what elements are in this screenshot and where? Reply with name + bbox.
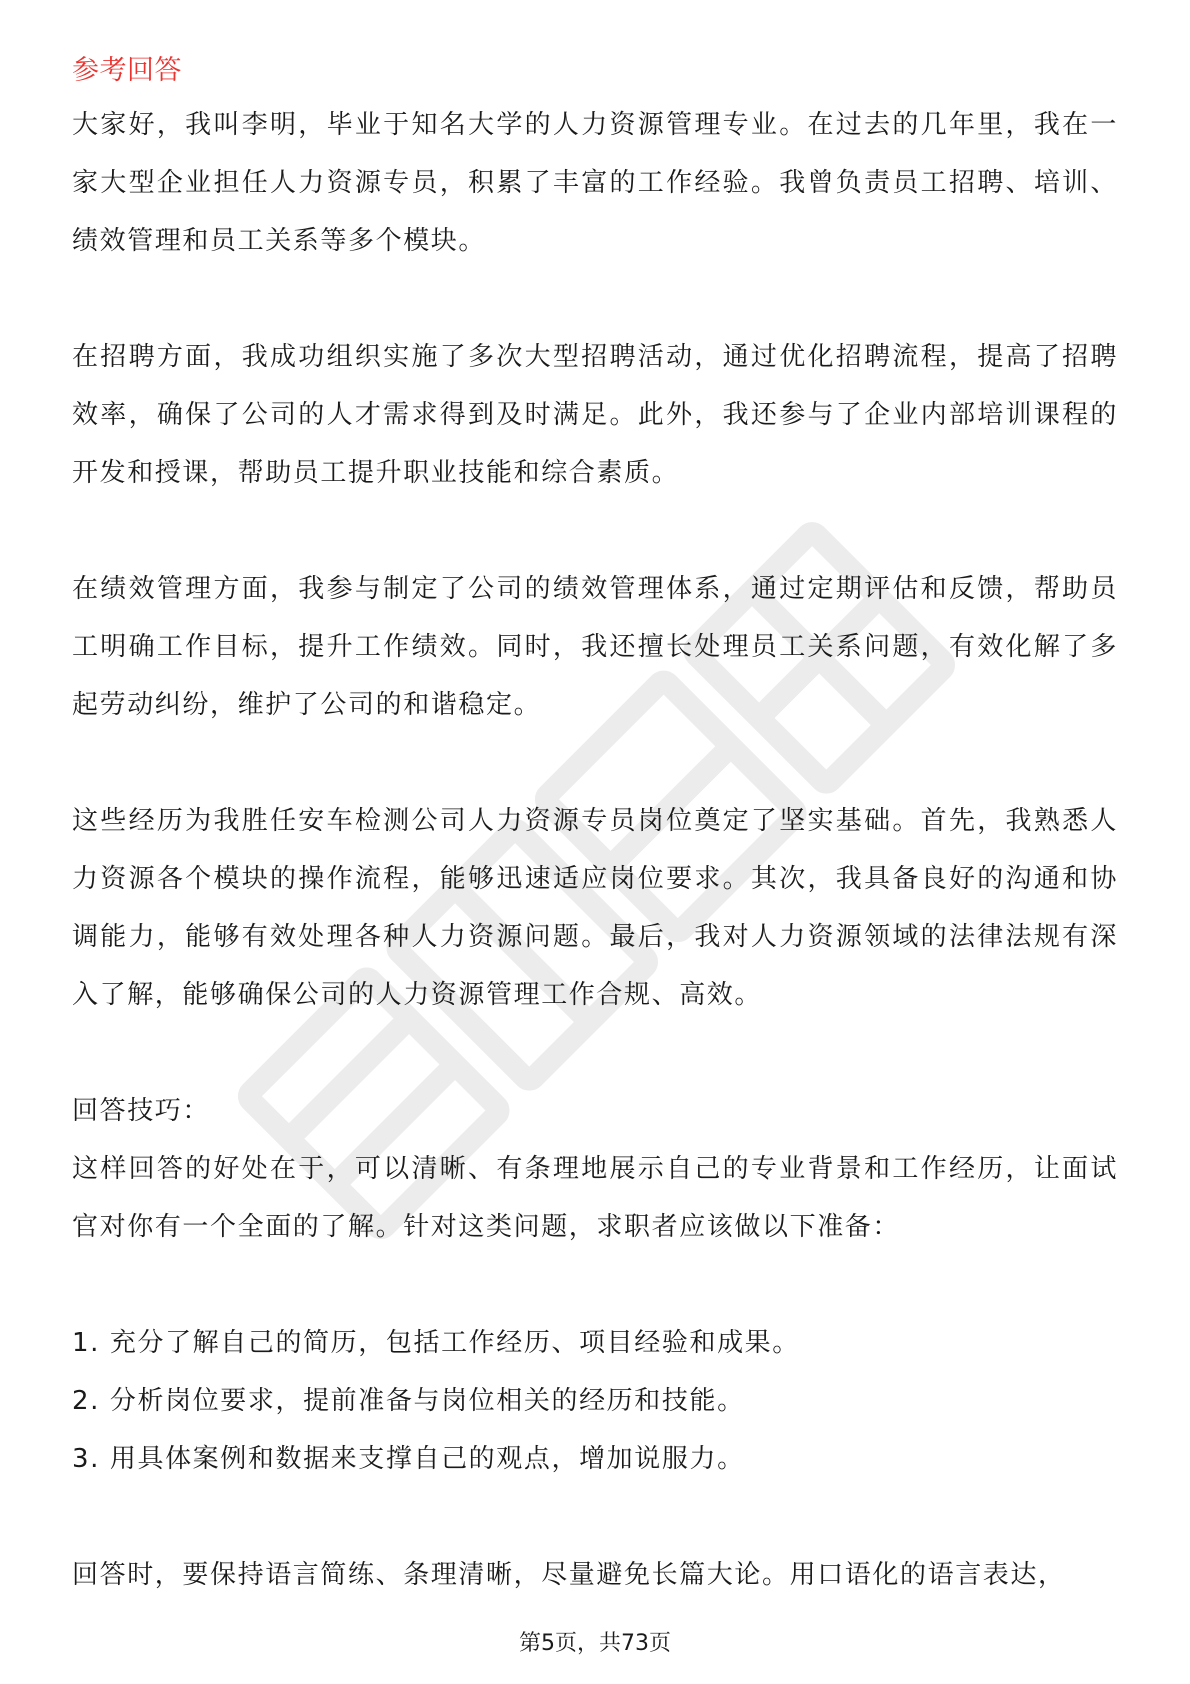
main-content bbox=[72, 46, 1118, 1604]
spacer bbox=[72, 1256, 1118, 1314]
spacer bbox=[72, 270, 1118, 328]
tips-list-item-1: 1. 充分了解自己的简历，包括工作经历、项目经验和成果。 bbox=[72, 1328, 800, 1358]
answer-paragraph-1: 大家好，我叫李明，毕业于知名大学的人力资源管理专业。在过去的几年里，我在一家大型企业担任人力资源专员，积累了丰富的工作经验。我曾负责员工招聘、培训、绩效管理和员工关系等多个模块。 bbox=[72, 110, 1118, 256]
tips-closing: 回答时，要保持语言简练、条理清晰，尽量避免长篇大论。用口语化的语言表达， bbox=[72, 1560, 1066, 1590]
section-title: 参考回答 bbox=[72, 55, 182, 86]
spacer bbox=[72, 502, 1118, 560]
spacer bbox=[72, 1024, 1118, 1082]
answer-paragraph-4: 这些经历为我胜任安车检测公司人力资源专员岗位奠定了坚实基础。首先，我熟悉人力资源各个模块的操作流程，能够迅速适应岗位要求。其次，我具备良好的沟通和协调能力，能够有效处理各种人力资源问题。最后，我对人力资源领域的法律法规有深入了解，能够确保公司的人力资源管理工作合规、高效。 bbox=[72, 806, 1118, 1010]
spacer bbox=[72, 734, 1118, 792]
tips-intro: 这样回答的好处在于，可以清晰、有条理地展示自己的专业背景和工作经历，让面试官对你有一个全面的了解。针对这类问题，求职者应该做以下准备： bbox=[72, 1154, 1118, 1242]
answer-paragraph-3: 在绩效管理方面，我参与制定了公司的绩效管理体系，通过定期评估和反馈，帮助员工明确工作目标，提升工作绩效。同时，我还擅长处理员工关系问题，有效化解了多起劳动纠纷，维护了公司的和谐稳定。 bbox=[72, 574, 1118, 720]
tips-heading: 回答技巧： bbox=[72, 1096, 211, 1126]
page-number-footer: 第5页，共73页 bbox=[519, 1631, 671, 1656]
spacer bbox=[72, 1488, 1118, 1546]
tips-list-item-2: 2. 分析岗位要求，提前准备与岗位相关的经历和技能。 bbox=[72, 1386, 745, 1416]
answer-paragraph-2: 在招聘方面，我成功组织实施了多次大型招聘活动，通过优化招聘流程，提高了招聘效率，确保了公司的人才需求得到及时满足。此外，我还参与了企业内部培训课程的开发和授课，帮助员工提升职业技能和综合素质。 bbox=[72, 342, 1118, 488]
tips-list-item-3: 3. 用具体案例和数据来支撑自己的观点，增加说服力。 bbox=[72, 1444, 745, 1474]
